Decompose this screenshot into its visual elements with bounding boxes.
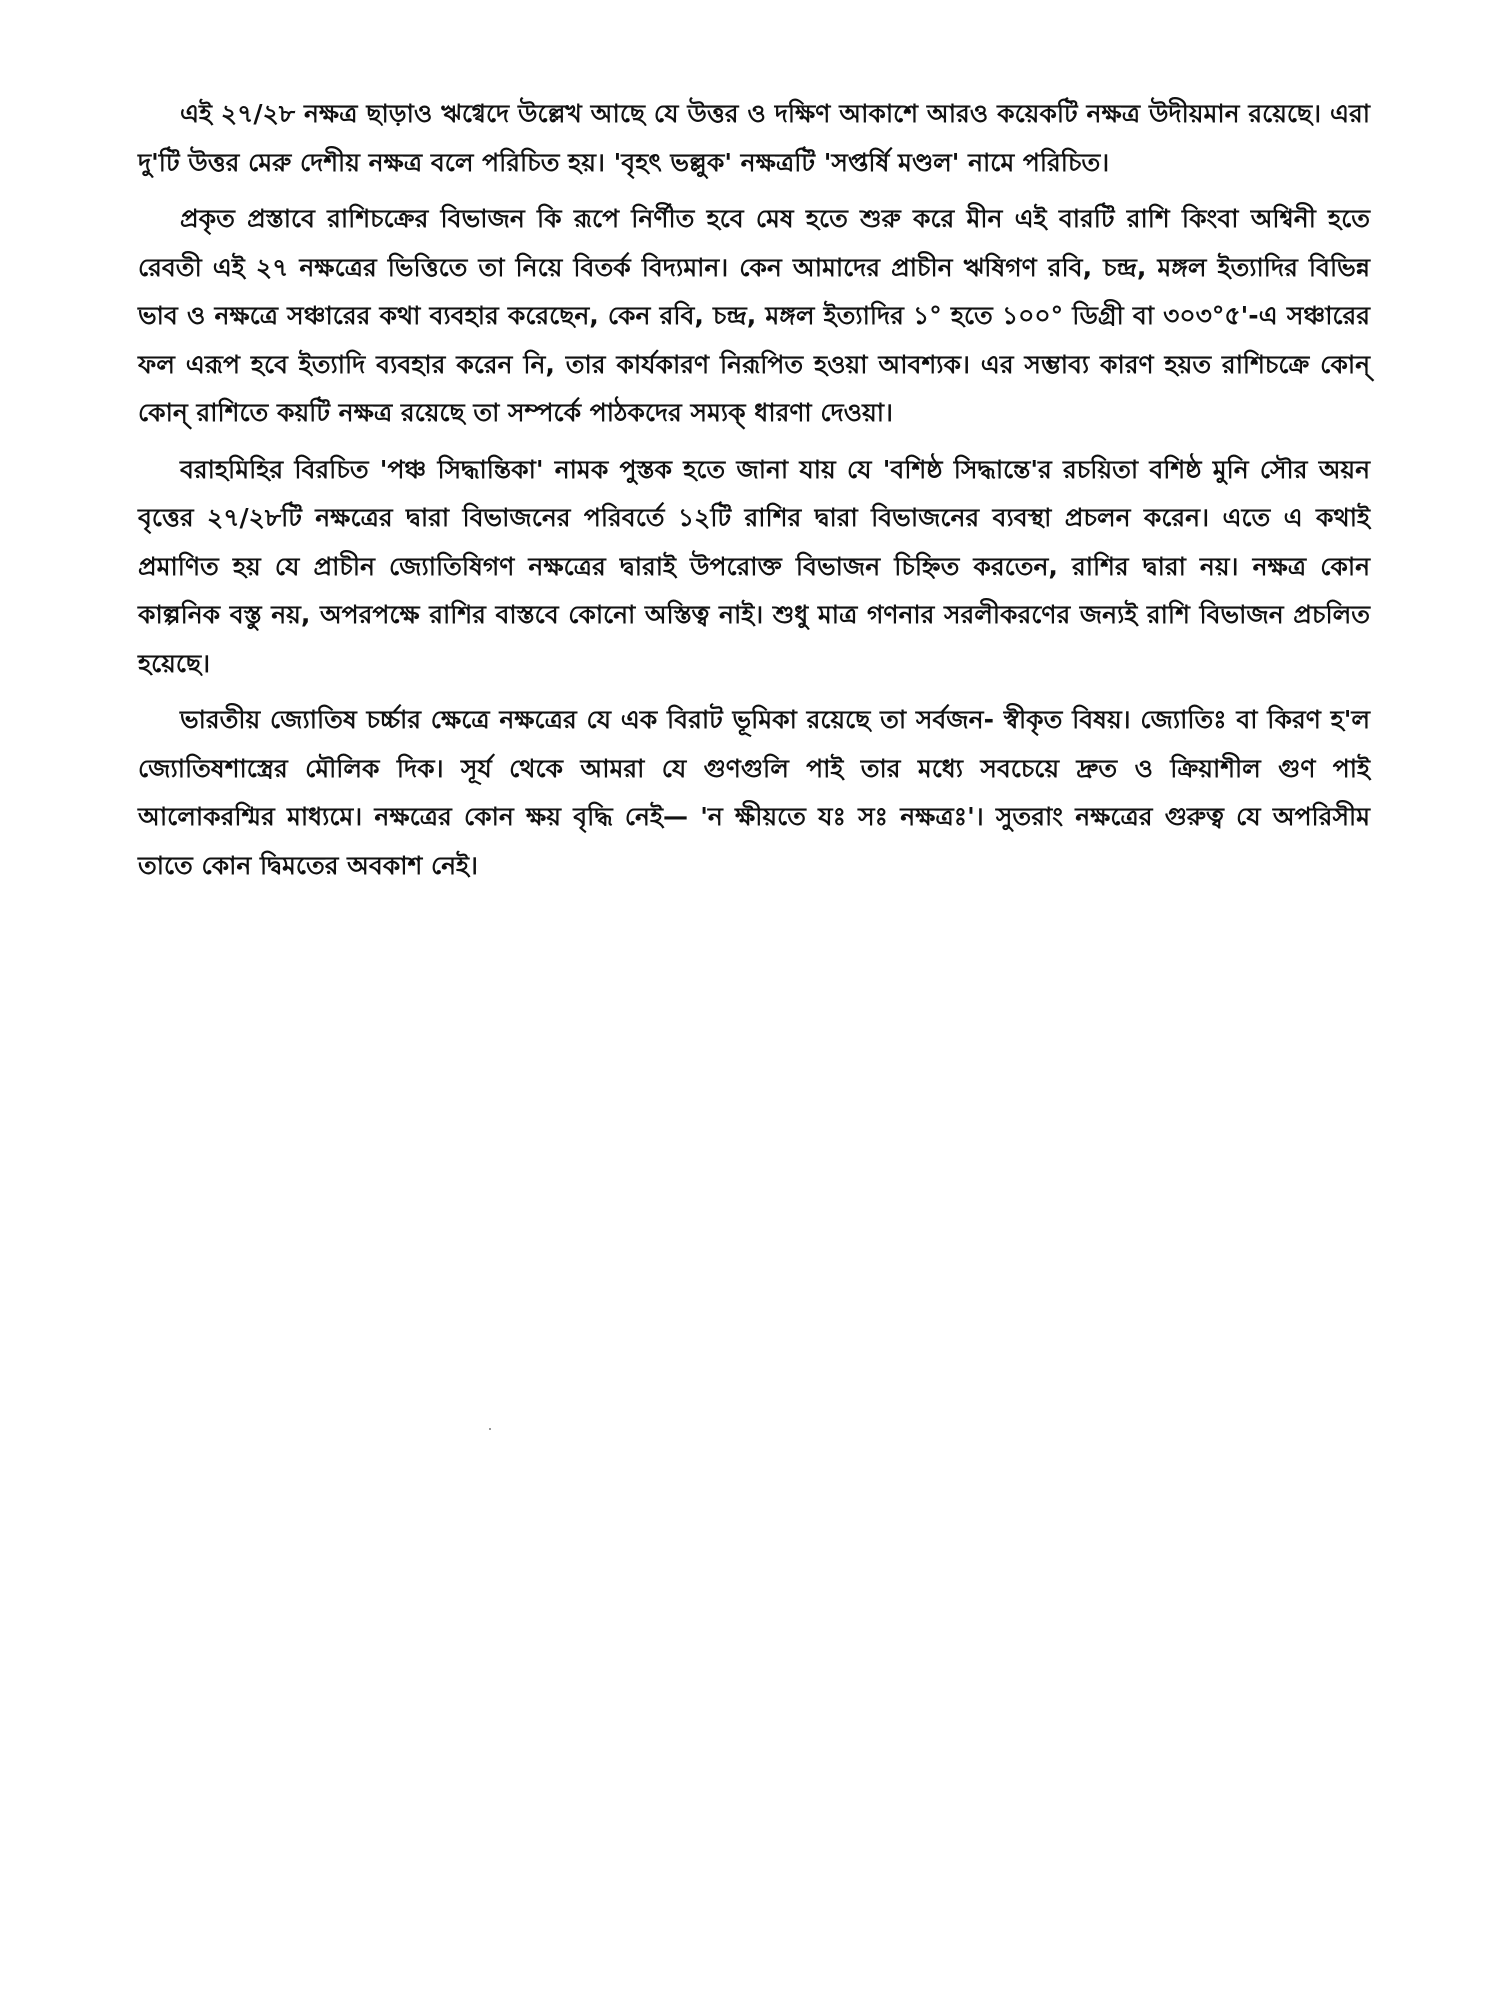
paragraph-1: এই ২৭/২৮ নক্ষত্র ছাড়াও ঋগ্বেদে উল্লেখ আছে যে উত্তর ও দক্ষিণ আকাশে আরও কয়েকটি নক্ষত্র উদীয়মান রয়েছে। এরা দু'টি উত্তর মেরু দেশীয় নক্ষত্র বলে পরিচিত হয়। 'বৃহৎ ভল্লুক' নক্ষত্রটি 'সপ্তর্ষি মণ্ডল' নামে পরিচিত। bbox=[138, 99, 1370, 177]
paragraph-2: প্রকৃত প্রস্তাবে রাশিচক্রের বিভাজন কি রূপে নির্ণীত হবে মেষ হতে শুরু করে মীন এই বারটি রাশি কিংবা অশ্বিনী হতে রেবতী এই ২৭ নক্ষত্রের ভিত্তিতে তা নিয়ে বিতর্ক বিদ্যমান। কেন আমাদের প্রাচীন ঋষিগণ রবি, চন্দ্র, মঙ্গল ইত্যাদির বিভিন্ন ভাব ও নক্ষত্রে সঞ্চারের কথা ব্যবহার করেছেন, কেন রবি, চন্দ্র, মঙ্গল ইত্যাদির ১° হতে ১০০° ডিগ্রী বা ৩০৩°৫'-এ সঞ্চারের ফল এরূপ হবে ইত্যাদি ব্যবহার করেন নি, তার কার্যকারণ নিরূপিত হওয়া আবশ্যক। এর সম্ভাব্য কারণ হয়ত রাশিচক্রে কোন্ কোন্ রাশিতে কয়টি নক্ষত্র রয়েছে তা সম্পর্কে পাঠকদের সম্যক্ ধারণা দেওয়া। bbox=[138, 204, 1370, 427]
scan-speck bbox=[489, 1428, 491, 1430]
paragraph-3: বরাহমিহির বিরচিত 'পঞ্চ সিদ্ধান্তিকা' নামক পুস্তক হতে জানা যায় যে 'বশিষ্ঠ সিদ্ধান্তে'র রচয়িতা বশিষ্ঠ মুনি সৌর অয়ন বৃত্তের ২৭/২৮টি নক্ষত্রের দ্বারা বিভাজনের পরিবর্তে ১২টি রাশির দ্বারা বিভাজনের ব্যবস্থা প্রচলন করেন। এতে এ কথাই প্রমাণিত হয় যে প্রাচীন জ্যোতিষিগণ নক্ষত্রের দ্বারাই উপরোক্ত বিভাজন চিহ্নিত করতেন, রাশির দ্বারা নয়। নক্ষত্র কোন কাল্পনিক বস্তু নয়, অপরপক্ষে রাশির বাস্তবে কোনো অস্তিত্ব নাই। শুধু মাত্র গণনার সরলীকরণের জন্যই রাশি বিভাজন প্রচলিত হয়েছে। bbox=[138, 454, 1370, 678]
paragraph-4: ভারতীয় জ্যোতিষ চর্চ্চার ক্ষেত্রে নক্ষত্রের যে এক বিরাট ভূমিকা রয়েছে তা সর্বজন- স্বীকৃত বিষয়। জ্যোতিঃ বা কিরণ হ'ল জ্যোতিষশাস্ত্রের মৌলিক দিক। সূর্য থেকে আমরা যে গুণগুলি পাই তার মধ্যে সবচেয়ে দ্রুত ও ক্রিয়াশীল গুণ পাই আলোকরশ্মির মাধ্যমে। নক্ষত্রের কোন ক্ষয় বৃদ্ধি নেই— 'ন ক্ষীয়তে যঃ সঃ নক্ষত্রঃ'। সুতরাং নক্ষত্রের গুরুত্ব যে অপরিসীম তাতে কোন দ্বিমতের অবকাশ নেই। bbox=[138, 705, 1370, 880]
body-text bbox=[138, 90, 1370, 898]
